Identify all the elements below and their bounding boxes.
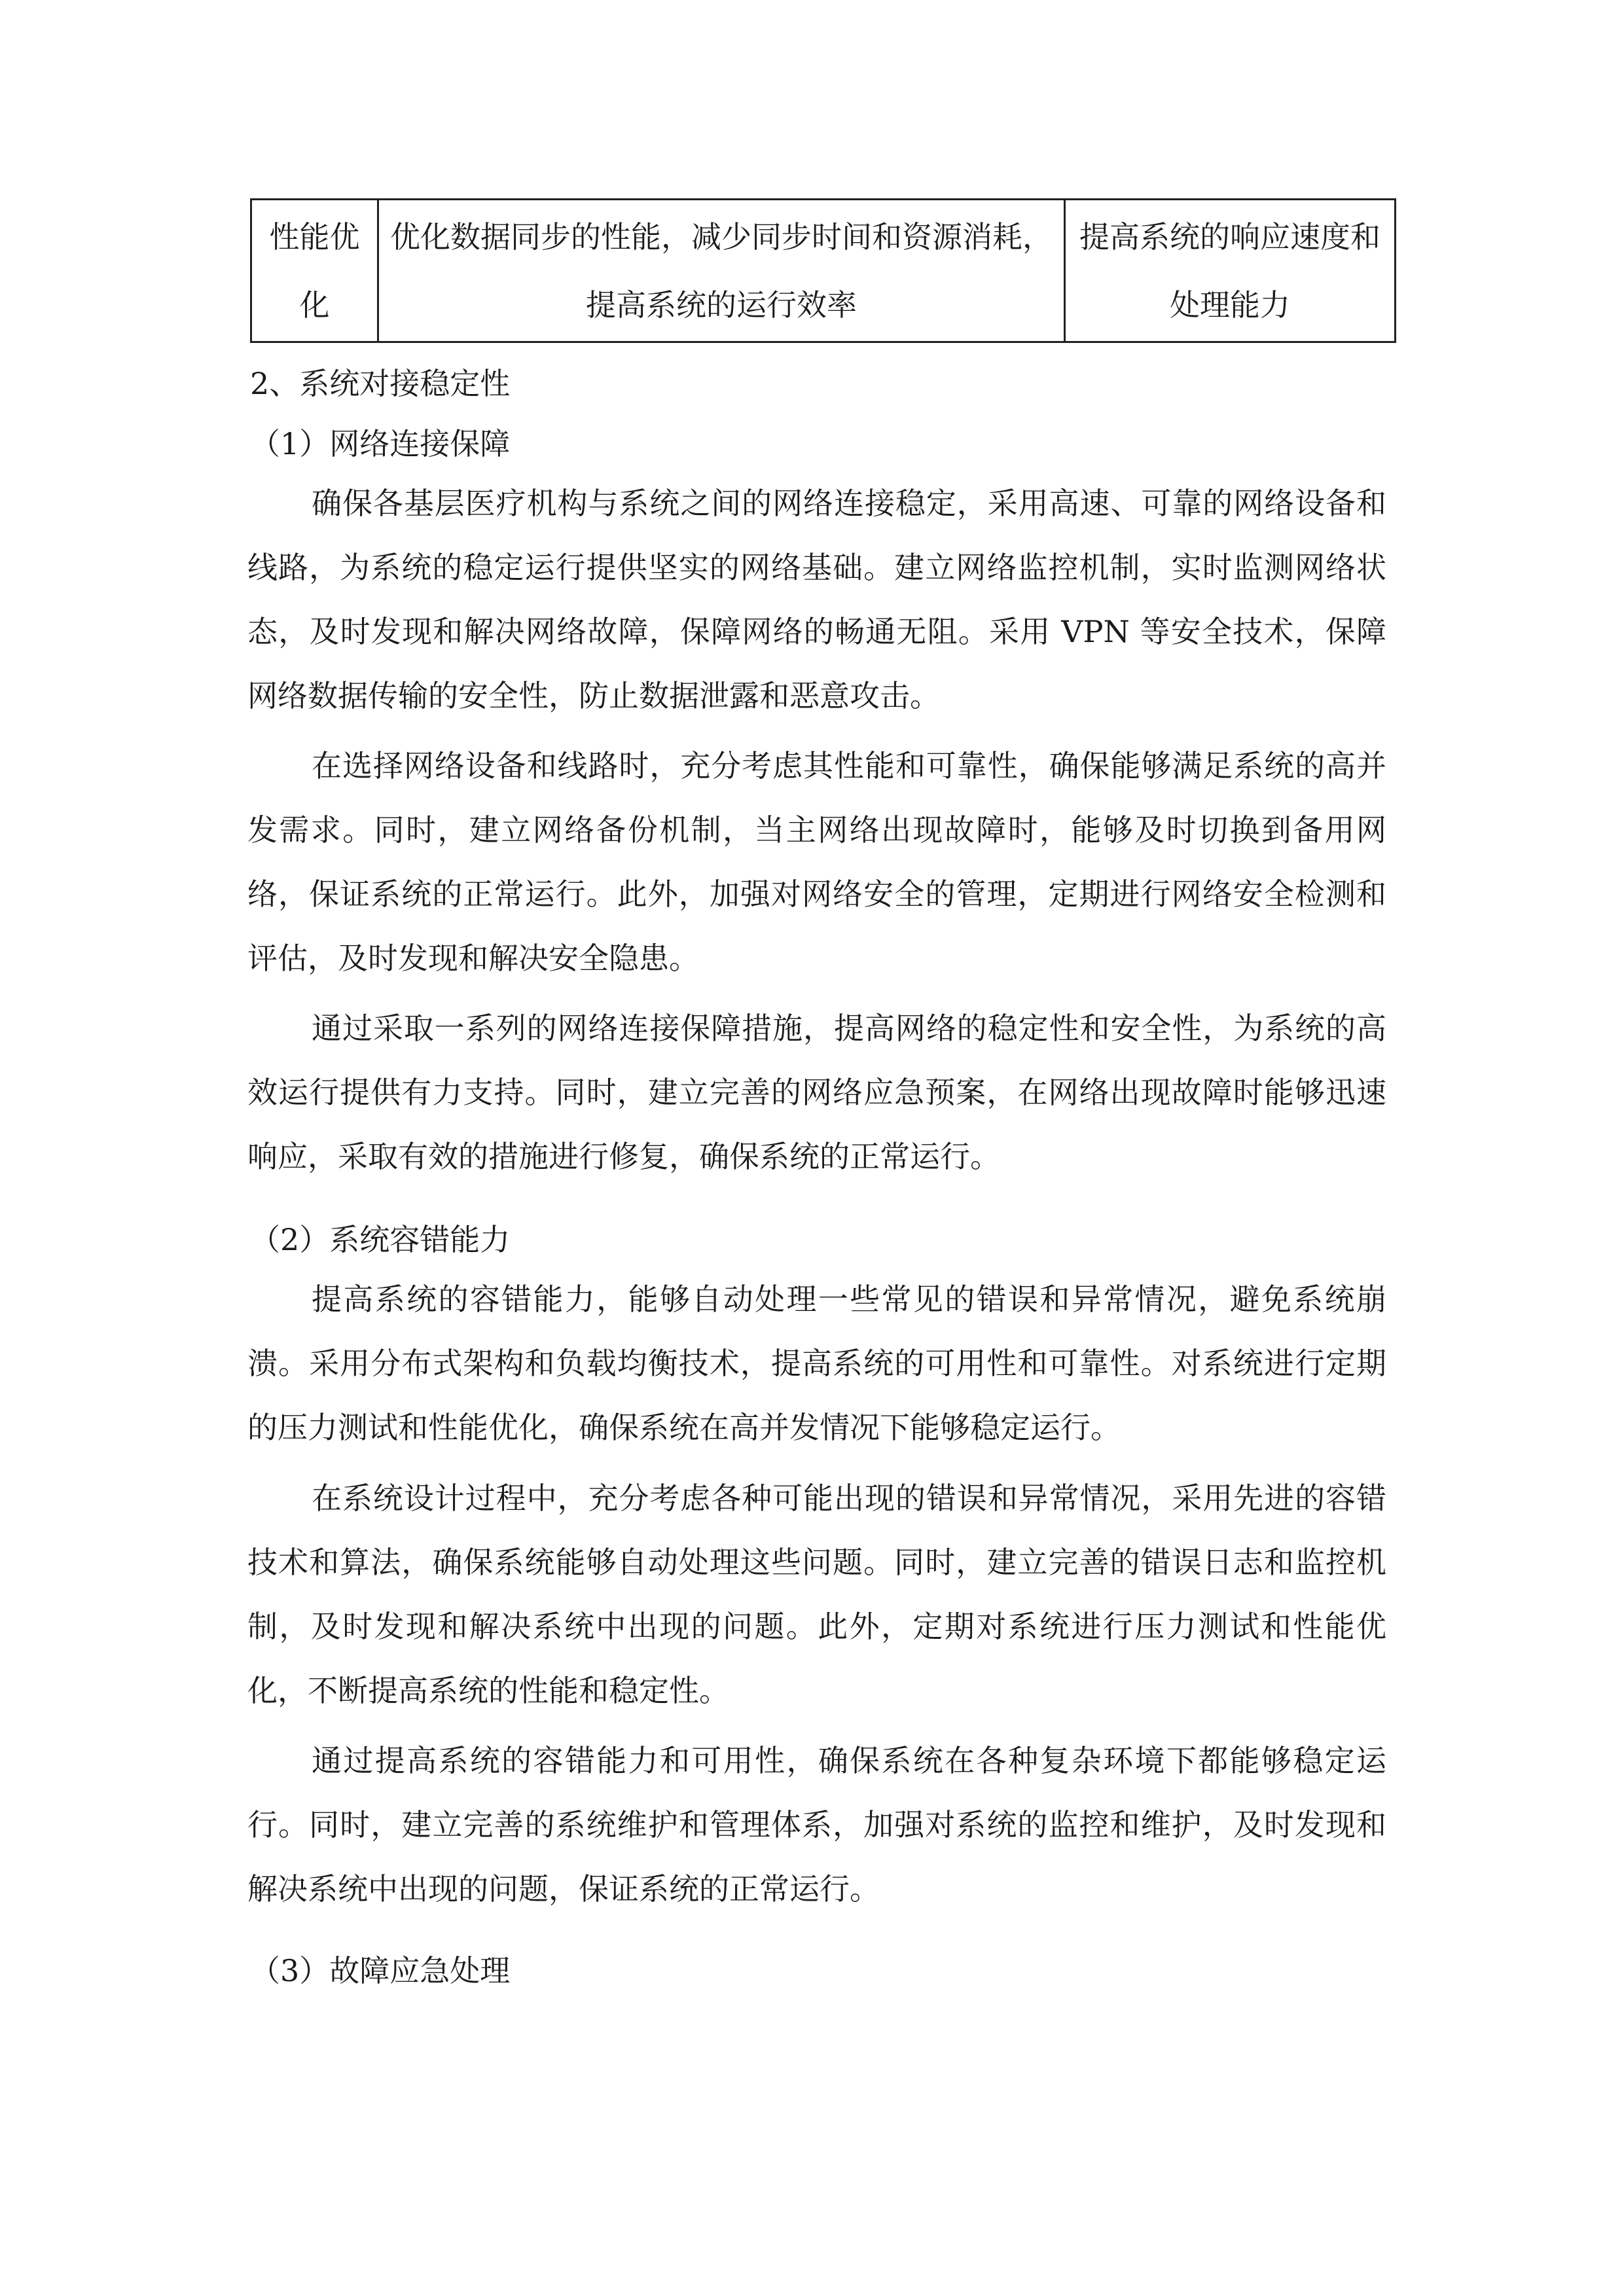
paragraph: 通过采取一系列的网络连接保障措施，提高网络的稳定性和安全性，为系统的高效运行提供有力支持。同时，建立完善的网络应急预案，在网络出现故障时能够迅速响应，采取有效的措施进行修复，确保系统的正常运行。 [247, 1011, 1386, 1174]
paragraph: 在选择网络设备和线路时，充分考虑其性能和可靠性，确保能够满足系统的高并发需求。同时，建立网络备份机制，当主网络出现故障时，能够及时切换到备用网络，保证系统的正常运行。此外，加强对网络安全的管理，定期进行网络安全检测和评估，及时发现和解决安全隐患。 [247, 748, 1386, 976]
table-cell-item: 性能优化 [251, 200, 378, 342]
subsection-heading-fault-tolerance: （2）系统容错能力 [250, 1222, 511, 1257]
section-heading: 2、系统对接稳定性 [250, 366, 511, 401]
table-cell-goal: 提高系统的响应速度和处理能力 [1065, 200, 1396, 342]
optimization-table [250, 198, 1396, 343]
table-cell-description: 优化数据同步的性能，减少同步时间和资源消耗，提高系统的运行效率 [378, 200, 1065, 342]
paragraph: 通过提高系统的容错能力和可用性，确保系统在各种复杂环境下都能够稳定运行。同时，建立完善的系统维护和管理体系，加强对系统的监控和维护，及时发现和解决系统中出现的问题，保证系统的正常运行。 [247, 1743, 1386, 1907]
subsection-heading-emergency: （3）故障应急处理 [250, 1953, 511, 1988]
subsection-heading-network: （1）网络连接保障 [250, 426, 511, 461]
paragraph: 在系统设计过程中，充分考虑各种可能出现的错误和异常情况，采用先进的容错技术和算法，确保系统能够自动处理这些问题。同时，建立完善的错误日志和监控机制，及时发现和解决系统中出现的问题。此外，定期对系统进行压力测试和性能优化，不断提高系统的性能和稳定性。 [247, 1480, 1386, 1708]
table-row [251, 200, 1396, 342]
paragraph: 提高系统的容错能力，能够自动处理一些常见的错误和异常情况，避免系统崩溃。采用分布式架构和负载均衡技术，提高系统的可用性和可靠性。对系统进行定期的压力测试和性能优化，确保系统在高并发情况下能够稳定运行。 [247, 1282, 1386, 1445]
paragraph: 确保各基层医疗机构与系统之间的网络连接稳定，采用高速、可靠的网络设备和线路，为系统的稳定运行提供坚实的网络基础。建立网络监控机制，实时监测网络状态，及时发现和解决网络故障，保障网络的畅通无阻。采用 VPN 等安全技术，保障网络数据传输的安全性，防止数据泄露和恶意攻击。 [247, 486, 1386, 713]
